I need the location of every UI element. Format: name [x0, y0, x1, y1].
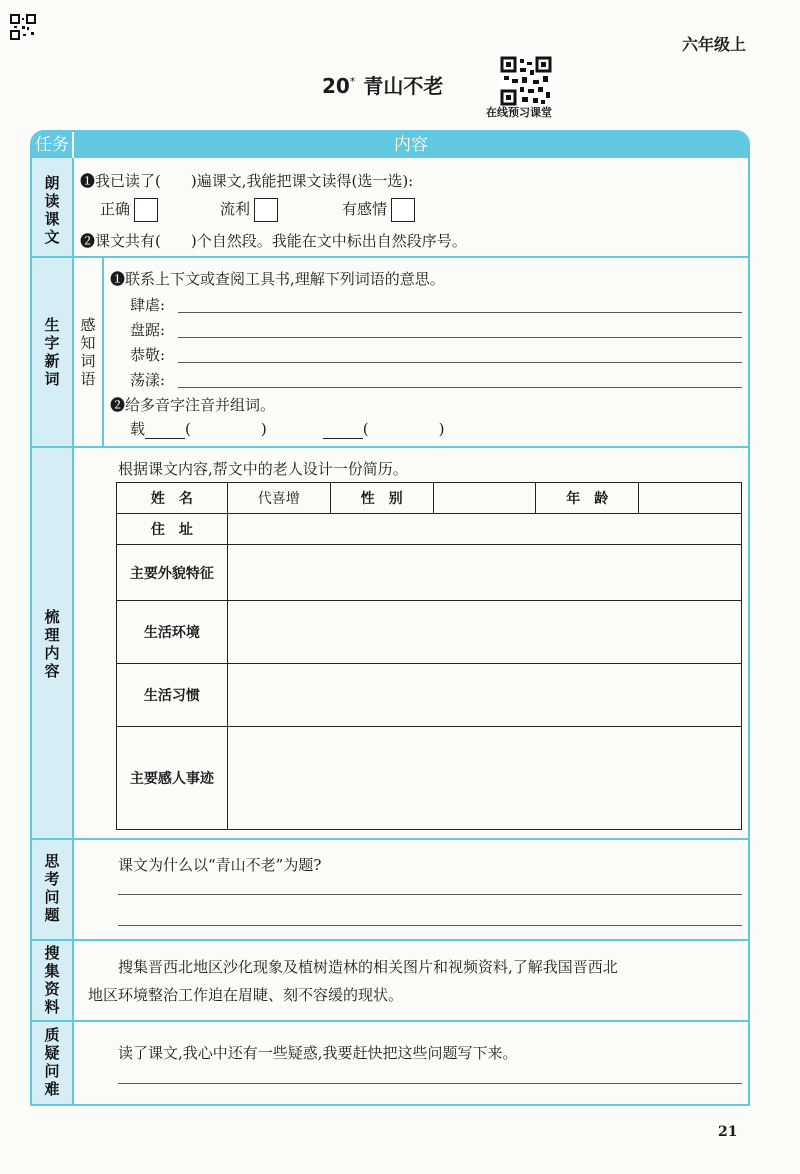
answer-line[interactable] [178, 337, 742, 338]
checkbox-expressive[interactable] [391, 198, 415, 222]
section-label-doubt: 质 疑 问 难 [44, 1026, 60, 1098]
reading-option-fluent: 流利 [220, 198, 278, 222]
lesson-title-text: 青山不老 [363, 74, 444, 98]
section-label-content: 梳 理 内 容 [44, 608, 60, 680]
grade-label: 六年级上 [681, 35, 746, 54]
qr-code-small-icon [10, 14, 36, 40]
question-text: 课文为什么以“青山不老”为题? [118, 856, 322, 874]
lesson-title [322, 70, 443, 99]
resume-row-label: 生活习惯 [117, 664, 228, 727]
answer-line[interactable] [178, 387, 742, 388]
reading-option-expressive: 有感情 [342, 198, 415, 222]
checkbox-correct[interactable] [134, 198, 158, 222]
resume-row-label: 主要外貌特征 [117, 545, 228, 601]
qr-caption: 在线预习课堂 [486, 106, 552, 119]
resume-gender-label: 性 别 [330, 483, 433, 514]
resume-age-value[interactable] [639, 483, 742, 514]
vocab-word-3: 恭敬: [130, 346, 166, 364]
resume-row-label: 生活环境 [117, 601, 228, 664]
vocab-word-2: 盘踞: [130, 321, 166, 339]
pinyin-blank[interactable] [145, 424, 185, 439]
section-divider [32, 446, 748, 448]
page-number: 21 [718, 1124, 738, 1140]
content-instruction: 根据课文内容,帮文中的老人设计一份简历。 [118, 460, 408, 478]
resume-row-label: 主要感人事迹 [117, 727, 228, 830]
pinyin-blank[interactable] [323, 424, 363, 439]
resume-row-value[interactable] [227, 664, 741, 727]
section-divider [32, 838, 748, 840]
resume-name-value[interactable]: 代喜增 [227, 483, 330, 514]
resume-row-value[interactable] [227, 727, 741, 830]
polyphone-char: 载 [130, 420, 146, 438]
qr-code-icon[interactable] [500, 56, 552, 106]
section-label-vocab: 生 字 新 词 [44, 316, 60, 388]
reading-line-2: ❷课文共有( )个自然段。我能在文中标出自然段序号。 [80, 232, 467, 250]
resume-address-value[interactable] [227, 514, 741, 545]
task-table [30, 130, 750, 1106]
section-divider [32, 1020, 748, 1022]
resume-name-label: 姓 名 [117, 483, 228, 514]
collect-line-2: 地区环境整治工作迫在眉睫、刻不容缓的现状。 [88, 986, 404, 1004]
table-header [32, 132, 748, 158]
section-label-question: 思 考 问 题 [44, 852, 60, 924]
section-label-collect: 搜 集 资 料 [44, 944, 60, 1016]
resume-row-value[interactable] [227, 545, 741, 601]
doubt-text: 读了课文,我心中还有一些疑惑,我要赶快把这些问题写下来。 [118, 1044, 518, 1062]
vocab-word-4: 荡漾: [130, 371, 166, 389]
reading-line-1: ❶我已读了( )遍课文,我能把课文读得(选一选): [80, 172, 414, 190]
answer-line[interactable] [118, 1083, 742, 1084]
resume-row-value[interactable] [227, 601, 741, 664]
vocab-instruction-1: ❶联系上下文或查阅工具书,理解下列词语的意思。 [110, 270, 445, 288]
section-divider [32, 256, 748, 258]
lesson-number: 20 [322, 74, 350, 98]
resume-gender-value[interactable] [433, 483, 536, 514]
resume-age-label: 年 龄 [536, 483, 639, 514]
resume-table [116, 482, 742, 830]
checkbox-fluent[interactable] [254, 198, 278, 222]
vocab-word-1: 肆虐: [130, 296, 166, 314]
answer-line[interactable] [178, 312, 742, 313]
resume-address-label: 住 址 [117, 514, 228, 545]
section-divider [32, 939, 748, 941]
collect-line-1: 搜集晋西北地区沙化现象及植树造林的相关图片和视频资料,了解我国晋西北 [118, 958, 618, 976]
section-label-reading: 朗 读 课 文 [44, 174, 60, 246]
lesson-mark: * [349, 75, 356, 89]
answer-line[interactable] [118, 925, 742, 926]
header-task: 任务 [32, 132, 74, 158]
header-content: 内容 [394, 135, 428, 155]
column-divider [72, 158, 74, 1104]
vocab-subdivider [102, 258, 104, 446]
vocab-sublabel: 感 知 词 语 [80, 316, 96, 388]
vocab-instruction-2: ❷给多音字注音并组词。 [110, 396, 276, 414]
reading-option-correct: 正确 [100, 198, 158, 222]
polyphone-row: 载 ( ) ( ) [130, 420, 445, 438]
answer-line[interactable] [178, 362, 742, 363]
answer-line[interactable] [118, 894, 742, 895]
